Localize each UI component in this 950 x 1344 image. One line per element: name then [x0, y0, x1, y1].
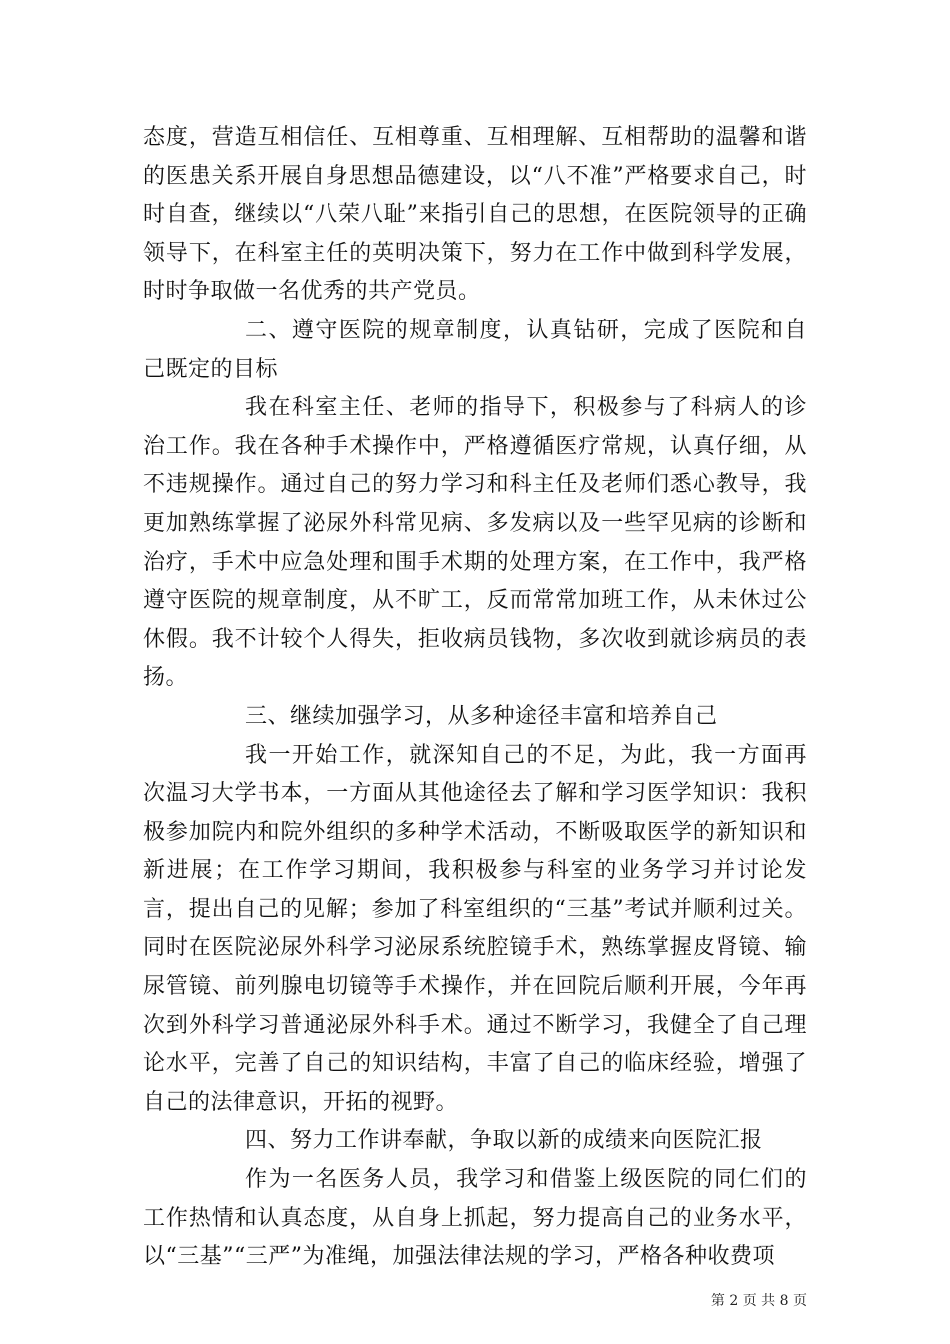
- paragraph-section-4: 作为一名医务人员，我学习和借鉴上级医院的同仁们的工作热情和认真态度，从自身上抓起，努力提高自己的业务水平，以“三基”“三严”为准绳，加强法律法规的学习，严格各种收费项: [143, 1167, 807, 1270]
- paragraph-section-3: 我一开始工作，就深知自己的不足，为此，我一方面再次温习大学书本，一方面从其他途径去了解和学习医学知识：我积极参加院内和院外组织的多种学术活动，不断吸取医学的新知识和新进展；在工作学习期间，我积极参与科室的业务学习并讨论发言，提出自己的见解；参加了科室组织的“三基”考试并顺利过关。同时在医院泌尿外科学习泌尿系统腔镜手术，熟练掌握皮肾镜、输尿管镜、前列腺电切镜等手术操作，并在回院后顺利开展，今年再次到外科学习普通泌尿外科手术。通过不断学习，我健全了自己理论水平，完善了自己的知识结构，丰富了自己的临床经验，增强了自己的法律意识，开拓的视野。: [143, 742, 807, 1115]
- document-body: [143, 119, 807, 1277]
- page-number-footer: 第 2 页 共 8 页: [710, 1293, 807, 1309]
- section-heading-3: 三、继续加强学习，从多种途径丰富和培养自己: [245, 703, 718, 729]
- section-heading-4: 四、努力工作讲奉献，争取以新的成绩来向医院汇报: [245, 1128, 763, 1154]
- paragraph-section-2: 我在科室主任、老师的指导下，积极参与了科病人的诊治工作。我在各种手术操作中，严格遵循医疗常规，认真仔细，从不违规操作。通过自己的努力学习和科主任及老师们悉心教导，我更加熟练掌握了泌尿外科常见病、多发病以及一些罕见病的诊断和治疗，手术中应急处理和围手术期的处理方案，在工作中，我严格遵守医院的规章制度，从不旷工，反而常常加班工作，从未休过公休假。我不计较个人得失，拒收病员钱物，多次收到就诊病员的表扬。: [143, 395, 807, 691]
- paragraph-continuation: 态度，营造互相信任、互相尊重、互相理解、互相帮助的温馨和谐的医患关系开展自身思想品德建设，以“八不准”严格要求自己，时时自查，继续以“八荣八耻”来指引自己的思想，在医院领导的正确领导下，在科室主任的英明决策下，努力在工作中做到科学发展，时时争取做一名优秀的共产党员。: [143, 125, 807, 305]
- section-heading-2: 二、遵守医院的规章制度，认真钻研，完成了医院和自己既定的目标: [143, 317, 807, 382]
